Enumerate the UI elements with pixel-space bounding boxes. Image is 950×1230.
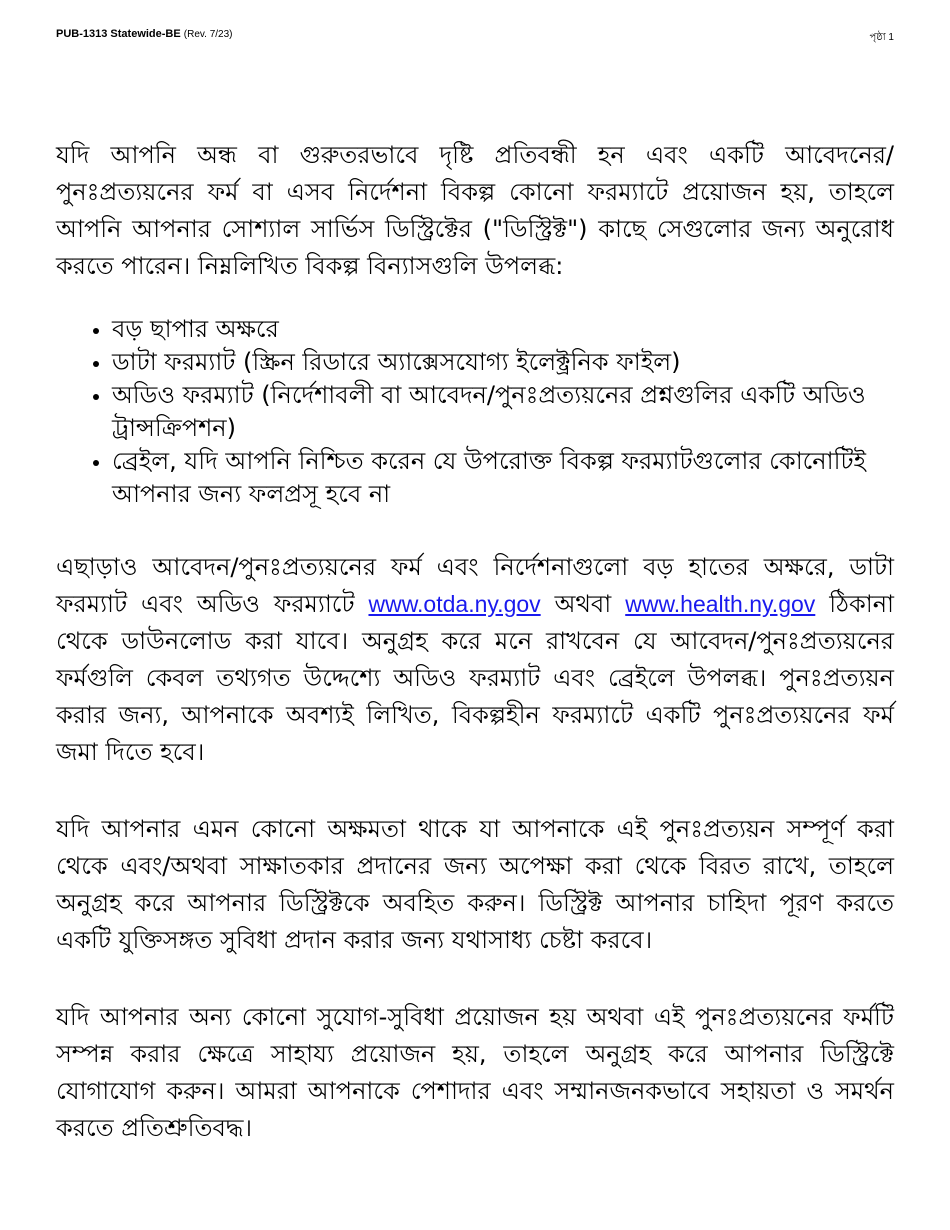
otda-link[interactable]: www.otda.ny.gov (368, 591, 541, 617)
assistance-paragraph: যদি আপনার অন্য কোনো সুযোগ-সুবিধা প্রয়োজন হয় অথবা এই পুনঃপ্রত্যয়নের ফর্মটি সম্পন্ন করার ক্ষেত্রে সাহায্য প্রয়োজন হয়, তাহলে অনুগ্রহ করে আপনার ডিস্ট্রিক্টে যোগাযোগ করুন। আমরা আপনাকে পেশাদার এবং সম্মানজনকভাবে সহায়তা ও সমর্থন করতে প্রতিশ্রুতিবদ্ধ। (56, 1003, 894, 1142)
intro-paragraph: যদি আপনি অন্ধ বা গুরুতরভাবে দৃষ্টি প্রতিবন্ধী হন এবং একটি আবেদনের/পুনঃপ্রত্যয়নের ফর্ম বা এসব নির্দেশনা বিকল্প কোনো ফরম্যাটে প্রয়োজন হয়, তাহলে আপনি আপনার সোশ্যাল সার্ভিস ডিস্ট্রিক্টের ("ডিস্ট্রিক্ট") কাছে সেগুলোর জন্য অনুরোধ করতে পারেন। নিম্নলিখিত বিকল্প বিন্যাসগুলি উপলব্ধ: (56, 141, 894, 280)
format-list (56, 313, 894, 511)
disability-paragraph: যদি আপনার এমন কোনো অক্ষমতা থাকে যা আপনাকে এই পুনঃপ্রত্যয়ন সম্পূর্ণ করা থেকে এবং/অথবা সাক্ষাতকার প্রদানের জন্য অপেক্ষা করা থেকে বিরত রাখে, তাহলে অনুগ্রহ করে আপনার ডিস্ট্রিক্টকে অবহিত করুন। ডিস্ট্রিক্ট আপনার চাহিদা পূরণ করতে একটি যুক্তিসঙ্গত সুবিধা প্রদান করার জন্য যথাসাধ্য চেষ্টা করবে। (56, 815, 894, 954)
page-header (56, 28, 894, 44)
page-number: পৃষ্ঠা 1 (869, 32, 894, 43)
list-item: • ডাটা ফরম্যাট (স্ক্রিন রিডারে অ্যাক্সেসযোগ্য ইলেক্ট্রনিক ফাইল) (112, 346, 894, 379)
form-id: PUB-1313 Statewide-BE (Rev. 7/23) (56, 28, 233, 40)
revision: (Rev. 7/23) (183, 29, 233, 40)
list-item: • বড় ছাপার অক্ষরে (112, 313, 894, 346)
list-item: • ব্রেইল, যদি আপনি নিশ্চিত করেন যে উপরোক্ত বিকল্প ফরম্যাটগুলোর কোনোটিই আপনার জন্য ফলপ্রসূ হবে না (112, 445, 894, 511)
list-item: • অডিও ফরম্যাট (নির্দেশাবলী বা আবেদন/পুনঃপ্রত্যয়নের প্রশ্নগুলির একটি অডিও ট্রান্সক্রিপশন) (112, 379, 894, 445)
health-link[interactable]: www.health.ny.gov (625, 591, 816, 617)
download-paragraph: এছাড়াও আবেদন/পুনঃপ্রত্যয়নের ফর্ম এবং নির্দেশনাগুলো বড় হাতের অক্ষরে, ডাটা ফরম্যাট এবং অডিও ফরম্যাটে www.otda.ny.gov অথবা www.health.ny.gov ঠিকানা থেকে ডাউনলোড করা যাবে। অনুগ্রহ করে মনে রাখবেন যে আবেদন/পুনঃপ্রত্যয়নের ফর্মগুলি কেবল তথ্যগত উদ্দেশ্যে অডিও ফরম্যাট এবং ব্রেইলে উপলব্ধ। পুনঃপ্রত্যয়ন করার জন্য, আপনাকে অবশ্যই লিখিত, বিকল্পহীন ফরম্যাটে একটি পুনঃপ্রত্যয়নের ফর্ম জমা দিতে হবে। (56, 553, 894, 766)
document-body (56, 137, 894, 1147)
